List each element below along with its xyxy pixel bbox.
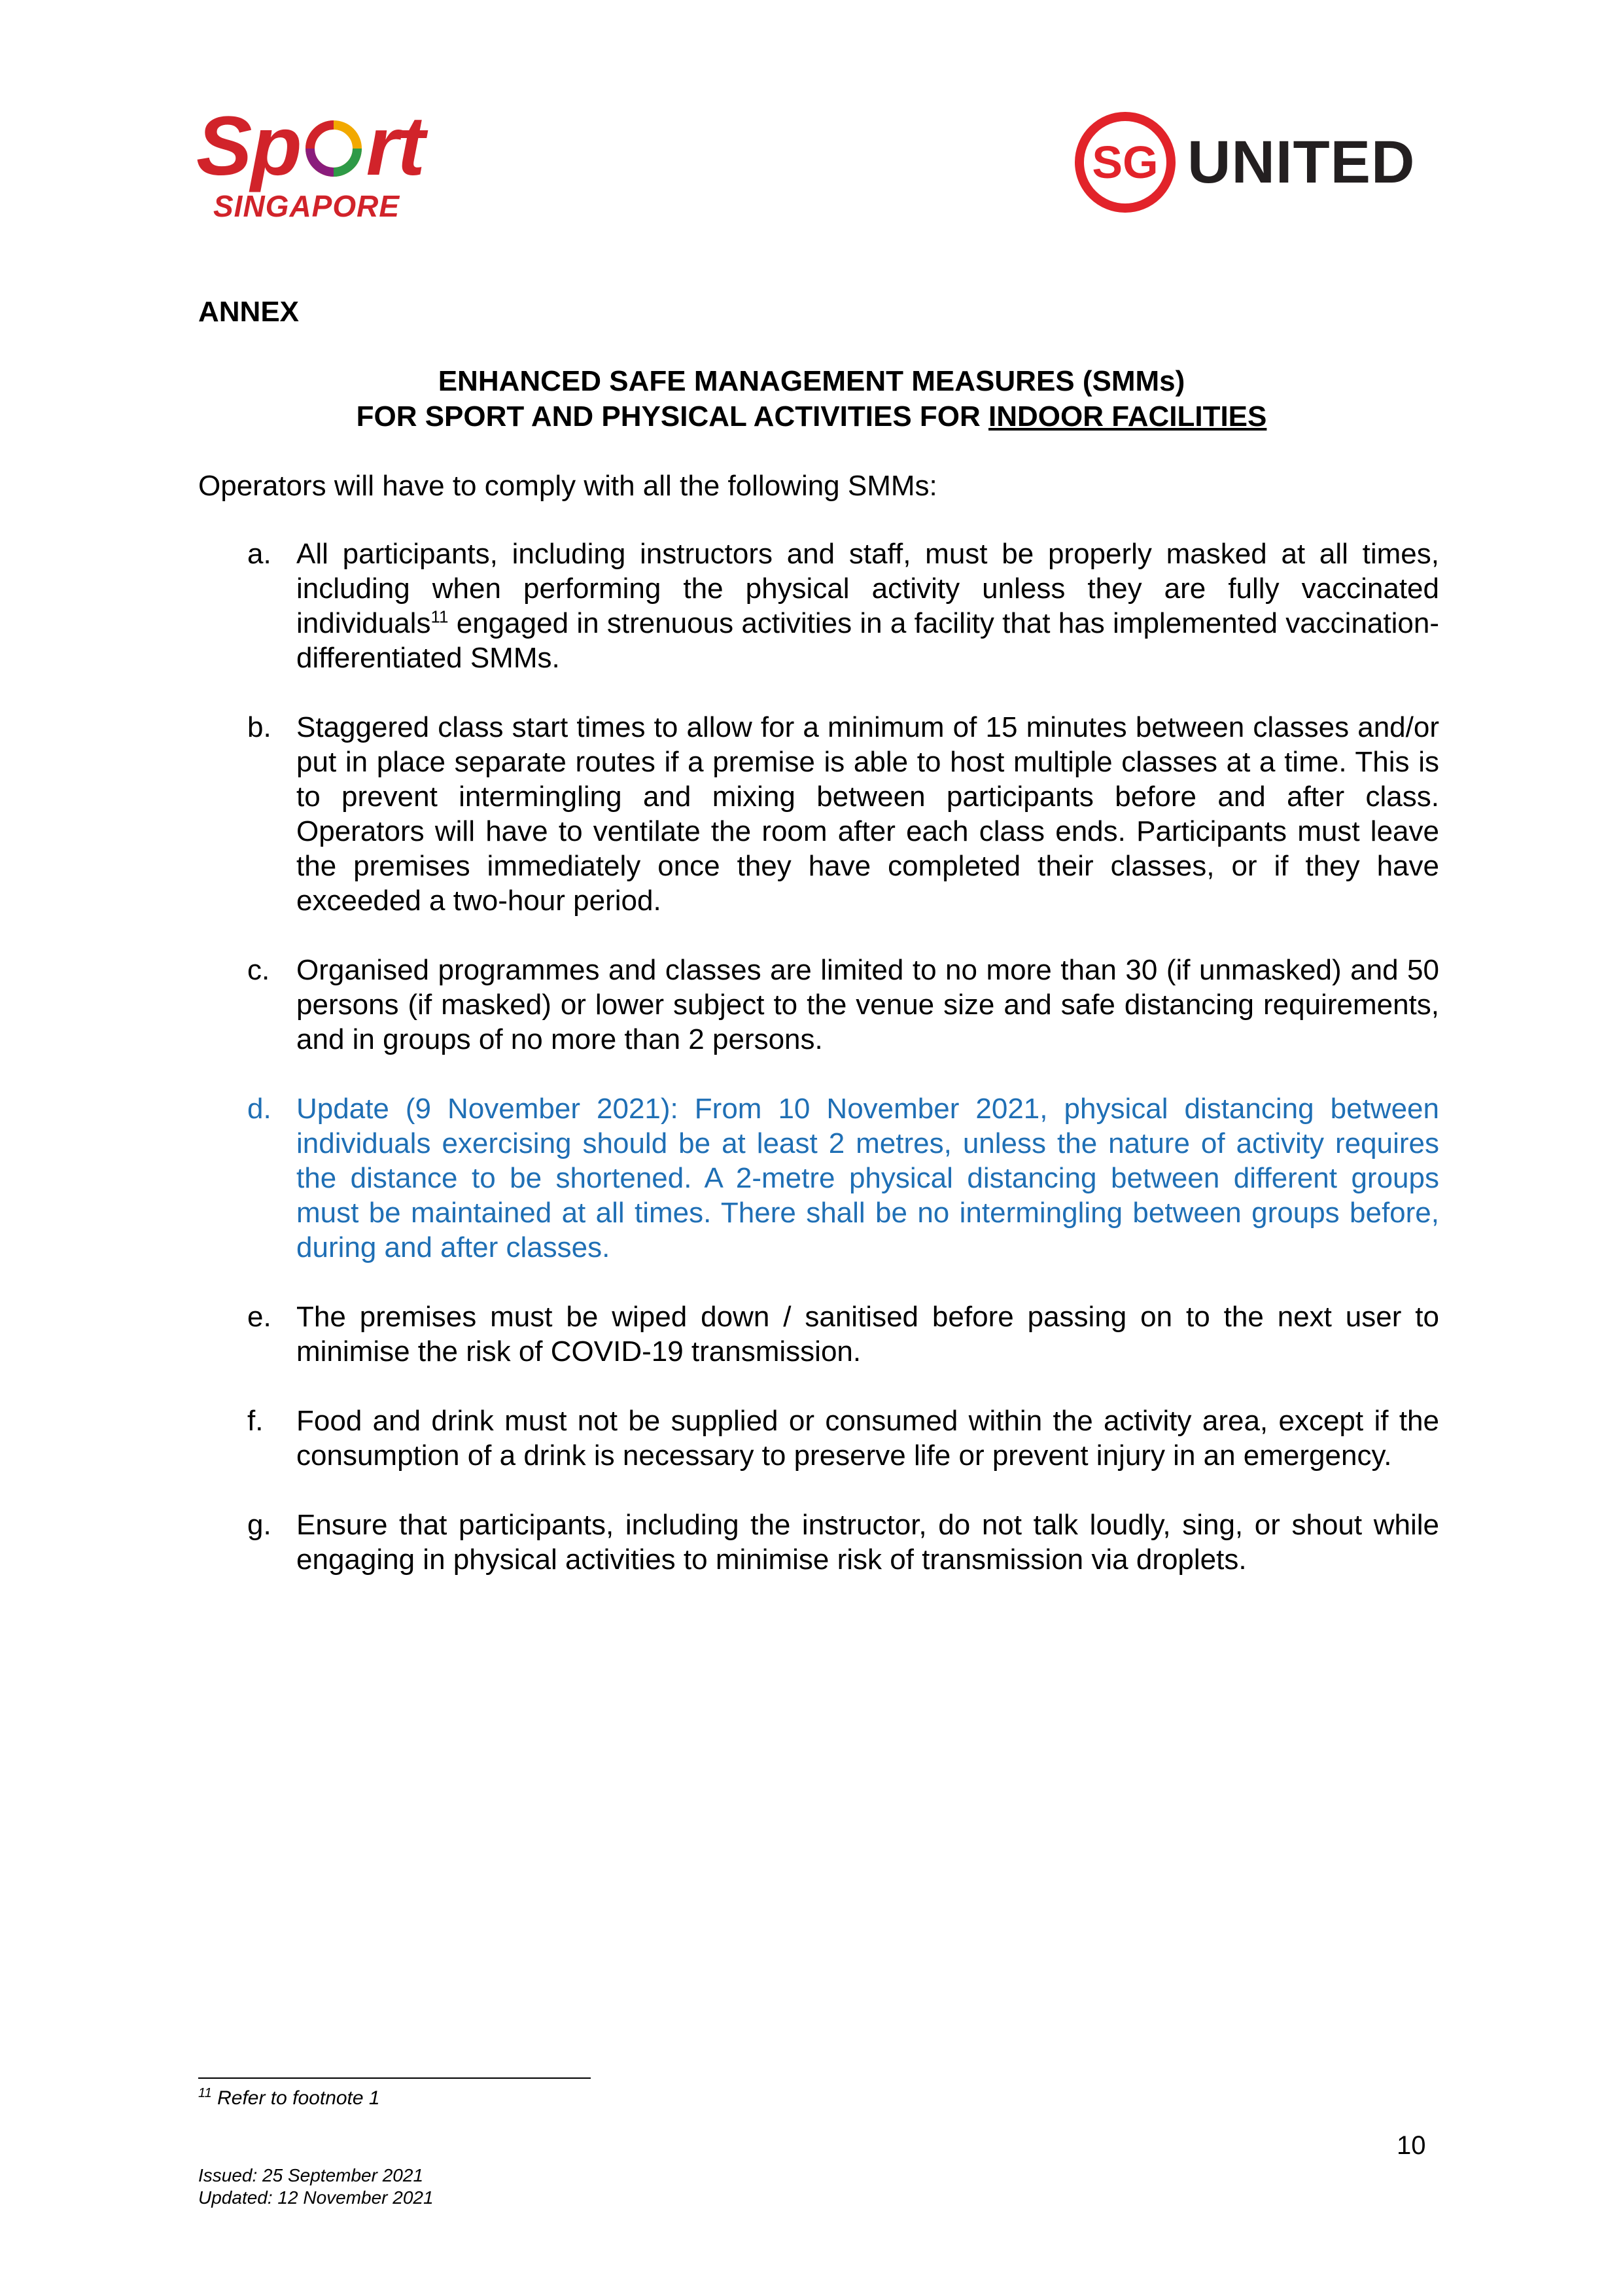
item-e-text: The premises must be wiped down / sanitised before passing on to the next user to minimise the risk of COVID-19 transmission. <box>296 1301 1439 1368</box>
sg-circle-text: SG <box>1092 137 1159 188</box>
item-c-text: Organised programmes and classes are limited to no more than 30 (if unmasked) and 50 persons (if masked) or lower subject to the venue size and safe distancing requirements, and in groups of no more than 2 persons. <box>296 954 1439 1055</box>
page-number: 10 <box>1397 2131 1426 2160</box>
annex-label: ANNEX <box>198 296 300 328</box>
sport-word-part2: rt <box>366 99 424 193</box>
list-marker: f. <box>247 1405 264 1437</box>
list-item-e <box>198 1299 1439 1369</box>
footnote-ref: 11 <box>430 607 449 627</box>
item-g-text: Ensure that participants, including the instructor, do not talk loudly, sing, or shout while engaging in physical activities to minimise risk of transmission via droplets. <box>296 1509 1439 1576</box>
item-f-text: Food and drink must not be supplied or consumed within the activity area, except if the consumption of a drink is necessary to preserve life or prevent injury in an emergency. <box>296 1405 1439 1472</box>
title-line-2-underlined: INDOOR FACILITIES <box>988 400 1267 433</box>
list-marker: e. <box>247 1301 271 1333</box>
title-line-2 <box>0 400 1623 433</box>
list-item-d-update <box>198 1091 1439 1265</box>
intro-paragraph: Operators will have to comply with all the following SMMs: <box>198 470 937 502</box>
list-item-b <box>198 710 1439 918</box>
footnote <box>198 2087 380 2110</box>
list-marker: g. <box>247 1509 271 1541</box>
footnote-number: 11 <box>198 2086 212 2100</box>
list-item-a <box>198 537 1439 675</box>
sport-word-part1: Sp <box>196 99 301 193</box>
list-item-g <box>198 1508 1439 1577</box>
list-marker: a. <box>247 538 271 570</box>
list-marker: b. <box>247 711 271 743</box>
item-a-text: All participants, including instructors and staff, must be properly masked at all times, including when performing the physical activity unless they are fully vaccinated individuals <box>296 538 1439 639</box>
item-a-text-cont: engaged in strenuous activities in a facility that has implemented vaccination-differentiated SMMs. <box>296 607 1439 674</box>
sport-wordmark <box>196 99 424 193</box>
sg-circle-icon <box>1073 110 1178 215</box>
issue-dates <box>198 2164 434 2209</box>
issued-date: Issued: 25 September 2021 <box>198 2165 424 2185</box>
smm-list <box>198 537 1439 1612</box>
footnote-text: Refer to footnote 1 <box>211 2087 380 2109</box>
title-line-1: ENHANCED SAFE MANAGEMENT MEASURES (SMMs) <box>438 365 1185 397</box>
list-marker: d. <box>247 1093 271 1125</box>
item-d-text: Update (9 November 2021): From 10 November 2021, physical distancing between individuals exercising should be at least 2 metres, unless the nature of activity requires the distance to be shortened. A 2-metre physical distancing between different groups must be maintained at all times. There shall be no intermingling between groups before, during and after classes. <box>296 1093 1439 1263</box>
sg-united-logo <box>1073 110 1439 221</box>
list-item-f <box>198 1404 1439 1473</box>
sg-united-wordmark: UNITED <box>1187 129 1416 196</box>
sport-singapore-logo <box>196 99 445 229</box>
sport-singapore-subtitle: SINGAPORE <box>213 189 400 223</box>
list-item-c <box>198 953 1439 1057</box>
sport-o-icon <box>301 105 366 188</box>
updated-date: Updated: 12 November 2021 <box>198 2187 434 2208</box>
footnote-divider <box>198 2077 591 2079</box>
item-b-text: Staggered class start times to allow for a minimum of 15 minutes between classes and/or put in place separate routes if a premise is able to host multiple classes at a time. This is to prevent intermingling and mixing between participants before and after class. Operators will have to ventilate the room after each class ends. Participants must leave the premises immediately once they have completed their classes, or if they have exceeded a two-hour period. <box>296 711 1439 917</box>
list-marker: c. <box>247 954 270 986</box>
title-line-2-prefix: FOR SPORT AND PHYSICAL ACTIVITIES FOR <box>356 400 989 433</box>
